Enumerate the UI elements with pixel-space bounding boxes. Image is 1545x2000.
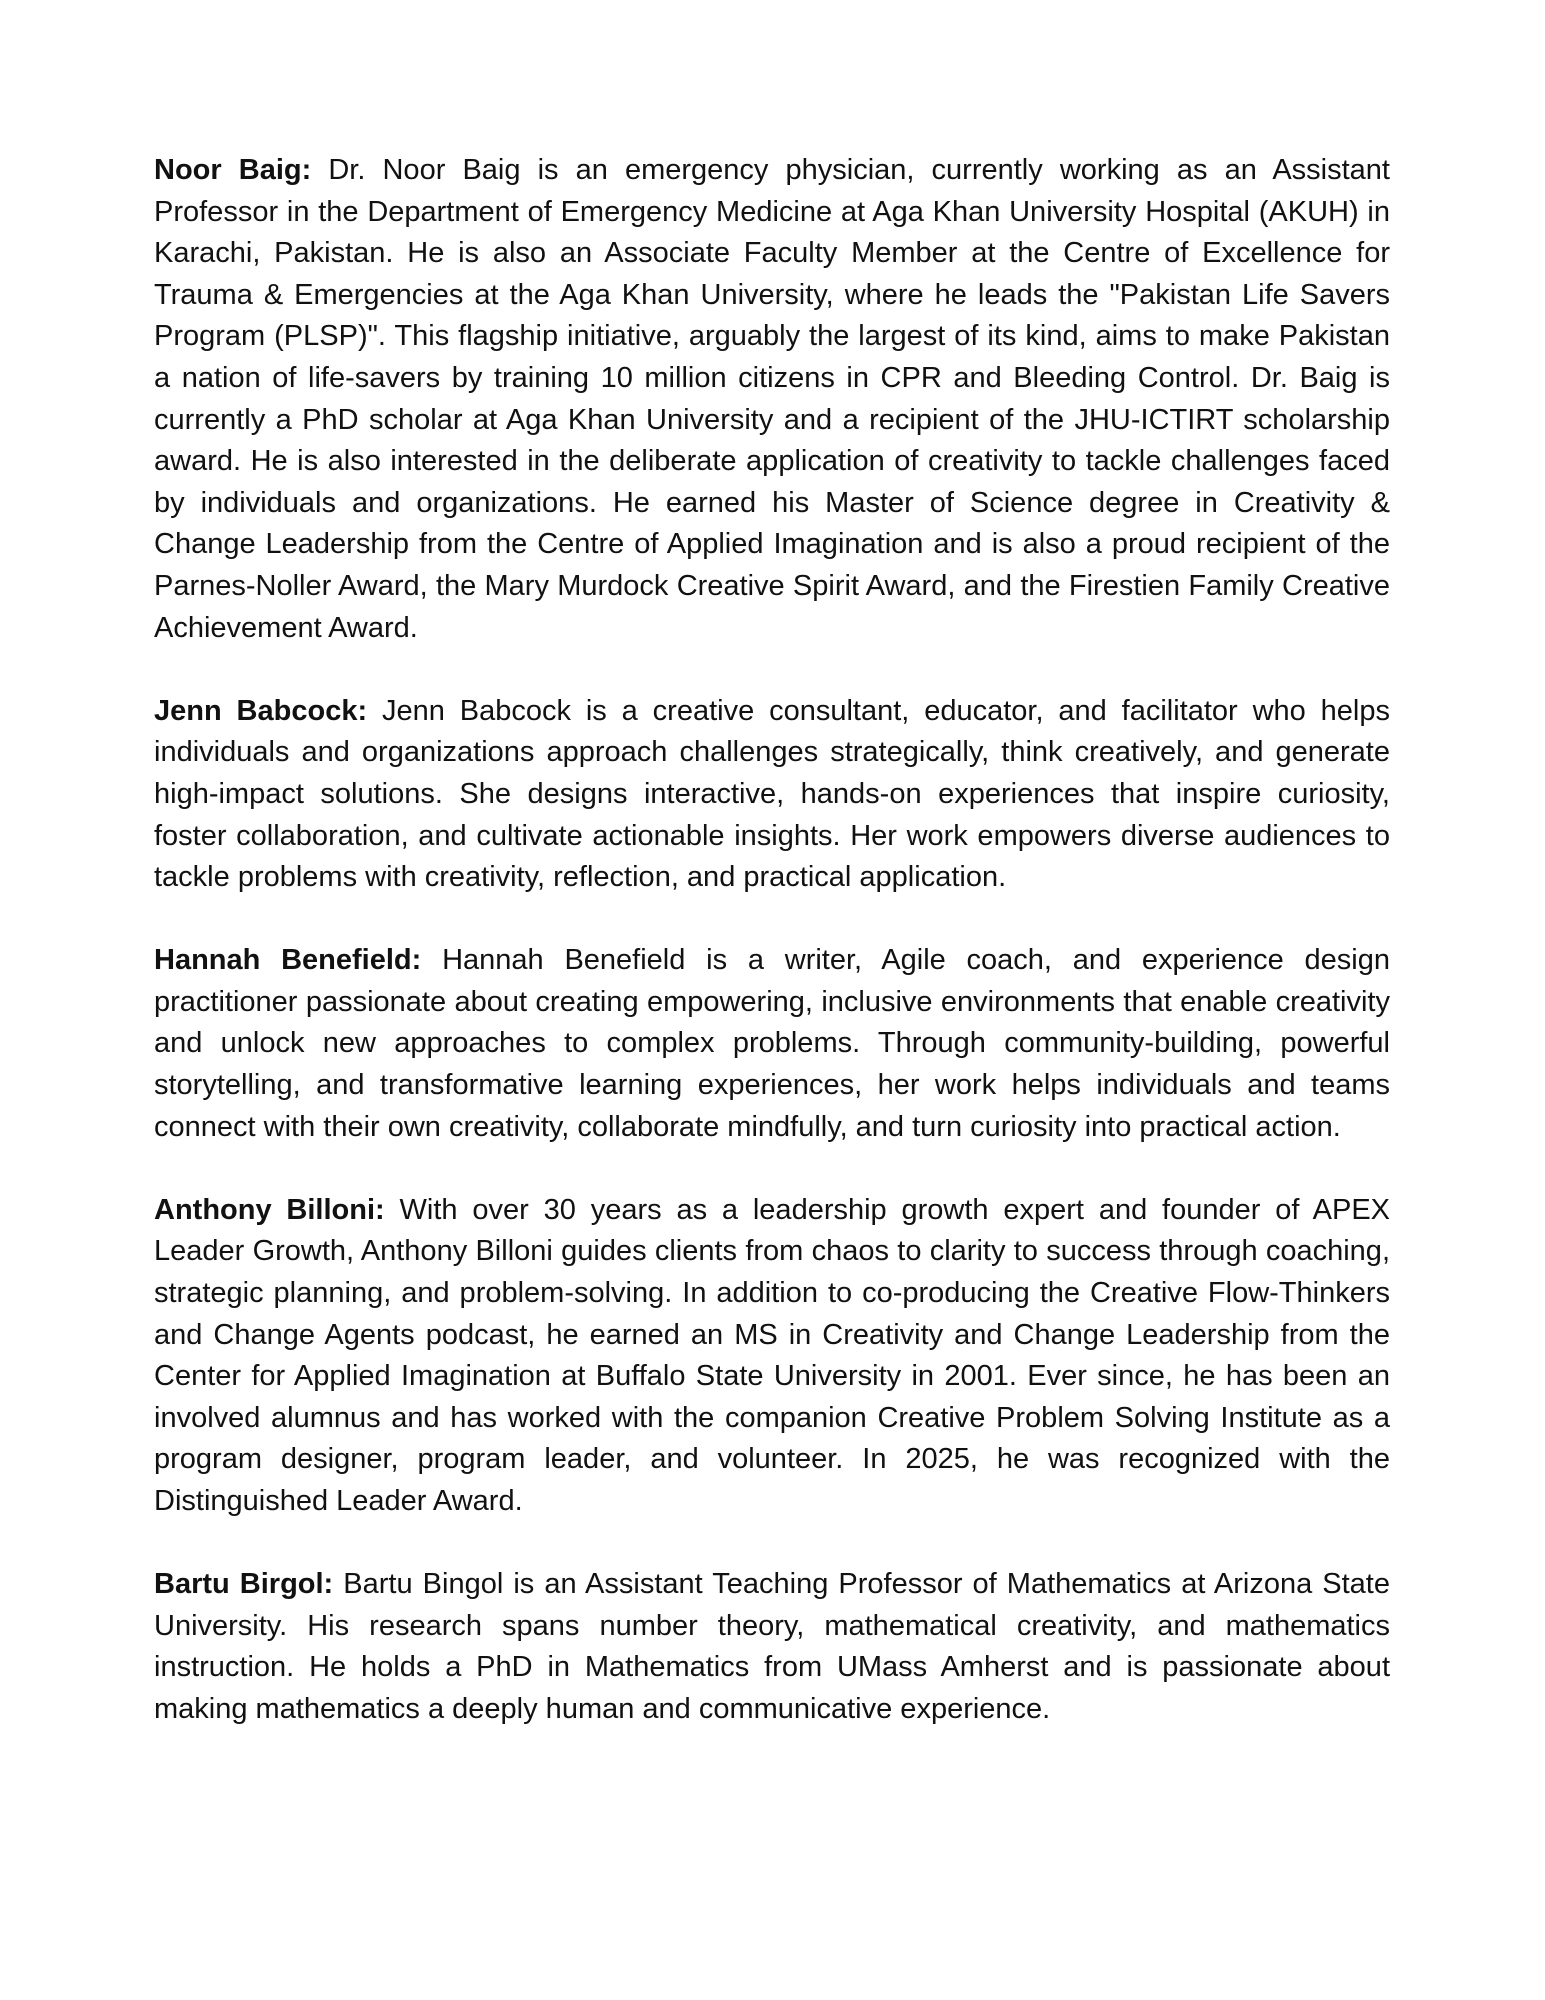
bio-name: Noor Baig:	[154, 154, 312, 186]
bio-paragraph-hannah-benefield	[154, 940, 1390, 1148]
bio-paragraph-noor-baig	[154, 150, 1390, 649]
bio-text: With over 30 years as a leadership growth expert and founder of APEX Leader Growth, Anthony Billoni guides clients from chaos to clarity to success through coaching, strategic planning, and problem-solving. In addition to co-producing the Creative Flow-Thinkers and Change Agents podcast, he earned an MS in Creativity and Change Leadership from the Center for Applied Imagination at Buffalo State University in 2001. Ever since, he has been an involved alumnus and has worked with the companion Creative Problem Solving Institute as a program designer, program leader, and volunteer. In 2025, he was recognized with the Distinguished Leader Award.	[154, 1193, 1391, 1517]
bio-paragraph-bartu-birgol	[154, 1564, 1390, 1730]
bio-name: Anthony Billoni:	[154, 1193, 385, 1226]
bio-name: Jenn Babcock:	[154, 694, 368, 727]
bio-text: Dr. Noor Baig is an emergency physician, currently working as an Assistant Professor in the Department of Emergency Medicine at Aga Khan University Hospital (AKUH) in Karachi, Pakistan. He is also an Associate Faculty Member at the Centre of Excellence for Trauma & Emergencies at the Aga Khan University, where he leads the "Pakistan Life Savers Program (PLSP)". This flagship initiative, arguably the largest of its kind, aims to make Pakistan a nation of life-savers by training 10 million citizens in CPR and Bleeding Control. Dr. Baig is currently a PhD scholar at Aga Khan University and a recipient of the JHU-ICTIRT scholarship award. He is also interested in the deliberate application of creativity to tackle challenges faced by individuals and organizations. He earned his Master of Science degree in Creativity & Change Leadership from the Centre of Applied Imagination and is also a proud recipient of the Parnes-Noller Award, the Mary Murdock Creative Spirit Award, and the Firestien Family Creative Achievement Award.	[154, 154, 1390, 644]
bio-name: Hannah Benefield:	[154, 944, 422, 977]
bio-paragraph-jenn-babcock	[154, 691, 1390, 899]
bio-text: Bartu Bingol is an Assistant Teaching Professor of Mathematics at Arizona State University. His research spans number theory, mathematical creativity, and mathematics instruction. He holds a PhD in Mathematics from UMass Amherst and is passionate about making mathematics a deeply human and communicative experience.	[154, 1568, 1390, 1725]
bio-paragraph-anthony-billoni	[154, 1190, 1390, 1523]
bio-name: Bartu Birgol:	[154, 1568, 334, 1601]
bio-text: Jenn Babcock is a creative consultant, educator, and facilitator who helps individuals and organizations approach challenges strategically, think creatively, and generate high-impact solutions. She designs interactive, hands-on experiences that inspire curiosity, foster collaboration, and cultivate actionable insights. Her work empowers diverse audiences to tackle problems with creativity, reflection, and practical application.	[154, 694, 1390, 894]
bio-text: Hannah Benefield is a writer, Agile coach, and experience design practitioner passionate about creating empowering, inclusive environments that enable creativity and unlock new approaches to complex problems. Through community-building, powerful storytelling, and transformative learning experiences, her work helps individuals and teams connect with their own creativity, collaborate mindfully, and turn curiosity into practical action.	[154, 944, 1391, 1143]
document-page	[154, 150, 1390, 1772]
